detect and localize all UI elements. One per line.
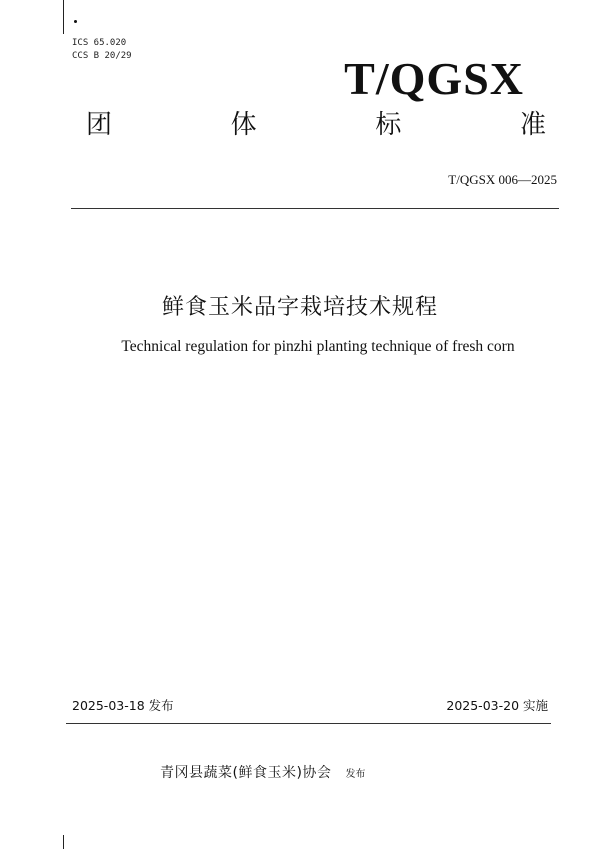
standard-type-char: 准 (519, 110, 546, 140)
ccs-code: CCS B 20/29 (72, 51, 132, 61)
standard-type-char: 标 (375, 110, 402, 140)
standard-code: T/QGSX (344, 53, 524, 104)
standard-type (86, 108, 546, 142)
footer-rule (66, 723, 551, 724)
ics-code: ICS 65.020 (72, 38, 127, 48)
standard-type-char: 体 (230, 110, 257, 140)
corner-dot (74, 20, 77, 23)
document-title-cn: 鲜食玉米品字栽培技术规程 (161, 295, 438, 320)
publisher (160, 762, 365, 785)
standard-number: T/QGSX 006—2025 (448, 172, 557, 187)
implementation-date: 2025-03-20 实施 (446, 698, 548, 713)
publisher-name: 青冈县蔬菜(鲜食玉米)协会 (160, 765, 332, 781)
bottom-margin-mark (63, 835, 64, 849)
header-rule (71, 208, 559, 209)
publisher-action: 发布 (345, 769, 366, 780)
release-date: 2025-03-18 发布 (72, 698, 174, 713)
standard-type-char: 团 (86, 110, 113, 140)
top-margin-mark (63, 0, 64, 34)
document-title-en: Technical regulation for pinzhi planting technique of fresh corn (121, 338, 515, 355)
